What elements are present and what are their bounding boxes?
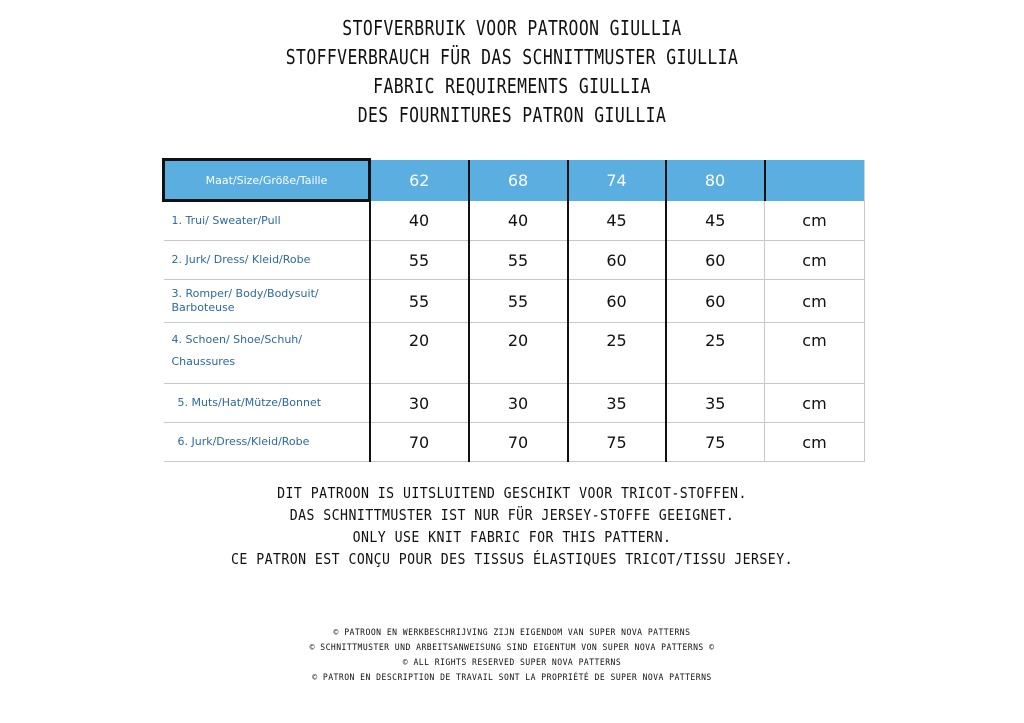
size-header-label: Maat/Size/Größe/Taille — [164, 160, 370, 201]
unit-header — [765, 160, 865, 201]
title-dutch: STOFVERBRUIK VOOR PATROON GIULLIA — [342, 16, 682, 40]
cell-value: 55 — [469, 280, 568, 323]
cell-value: 40 — [370, 201, 469, 241]
cell-value: 45 — [568, 201, 666, 241]
cell-value: 30 — [370, 384, 469, 423]
copyright-german: © SCHNITTMUSTER UND ARBEITSANWEISUNG SIND EIGENTUM VON SUPER NOVA PATTERNS © — [309, 643, 715, 653]
cell-value: 55 — [469, 241, 568, 280]
title-french: DES FOURNITURES PATRON GIULLIA — [357, 103, 667, 127]
cell-value: 55 — [370, 280, 469, 323]
note-english: ONLY USE KNIT FABRIC FOR THIS PATTERN. — [352, 528, 672, 546]
copyright-dutch: © PATROON EN WERKBESCHRIJVING ZIJN EIGENDOM VAN SUPER NOVA PATTERNS — [333, 628, 691, 638]
table-header-row — [164, 160, 865, 201]
table-row — [164, 280, 865, 323]
cell-value: 60 — [666, 280, 765, 323]
copyright-french: © PATRON EN DESCRIPTION DE TRAVAIL SONT LA PROPRIÉTÉ DE SUPER NOVA PATTERNS — [312, 673, 712, 683]
cell-value: 45 — [666, 201, 765, 241]
cell-value: 75 — [568, 423, 666, 462]
row-label: 4. Schoen/ Shoe/Schuh/ Chaussures — [164, 323, 370, 384]
cell-value: 20 — [370, 323, 469, 384]
cell-unit: cm — [765, 241, 865, 280]
cell-value: 60 — [568, 280, 666, 323]
table-row — [164, 323, 865, 384]
title-german: STOFFVERBRAUCH FÜR DAS SCHNITTMUSTER GIULLIA — [285, 45, 739, 69]
fabric-notes — [0, 482, 1024, 570]
cell-value: 35 — [568, 384, 666, 423]
row-label: 1. Trui/ Sweater/Pull — [164, 201, 370, 241]
cell-unit: cm — [765, 423, 865, 462]
row-label: 2. Jurk/ Dress/ Kleid/Robe — [164, 241, 370, 280]
size-80-header: 80 — [666, 160, 765, 201]
row-label: 5. Muts/Hat/Mütze/Bonnet — [164, 384, 370, 423]
cell-value: 70 — [370, 423, 469, 462]
title-block — [0, 14, 1024, 130]
title-english: FABRIC REQUIREMENTS GIULLIA — [373, 74, 651, 98]
copyright-block — [0, 626, 1024, 686]
note-dutch: DIT PATROON IS UITSLUITEND GESCHIKT VOOR TRICOT-STOFFEN. — [277, 484, 747, 502]
copyright-english: © ALL RIGHTS RESERVED SUPER NOVA PATTERNS — [402, 658, 622, 668]
table-row — [164, 384, 865, 423]
cell-value: 40 — [469, 201, 568, 241]
size-68-header: 68 — [469, 160, 568, 201]
row-label: 6. Jurk/Dress/Kleid/Robe — [164, 423, 370, 462]
note-french: CE PATRON EST CONÇU POUR DES TISSUS ÉLASTIQUES TRICOT/TISSU JERSEY. — [231, 550, 793, 568]
cell-value: 55 — [370, 241, 469, 280]
table-row — [164, 201, 865, 241]
fabric-requirements-table — [162, 158, 865, 462]
cell-value: 25 — [568, 323, 666, 384]
size-62-header: 62 — [370, 160, 469, 201]
cell-value: 20 — [469, 323, 568, 384]
cell-unit: cm — [765, 384, 865, 423]
cell-unit: cm — [765, 323, 865, 384]
cell-value: 75 — [666, 423, 765, 462]
cell-value: 25 — [666, 323, 765, 384]
cell-value: 30 — [469, 384, 568, 423]
cell-value: 60 — [666, 241, 765, 280]
cell-unit: cm — [765, 201, 865, 241]
cell-value: 35 — [666, 384, 765, 423]
cell-value: 60 — [568, 241, 666, 280]
size-74-header: 74 — [568, 160, 666, 201]
cell-value: 70 — [469, 423, 568, 462]
row-label: 3. Romper/ Body/Bodysuit/ Barboteuse — [164, 280, 370, 323]
table-row — [164, 423, 865, 462]
table-row — [164, 241, 865, 280]
note-german: DAS SCHNITTMUSTER IST NUR FÜR JERSEY-STOFFE GEEIGNET. — [289, 506, 735, 524]
cell-unit: cm — [765, 280, 865, 323]
